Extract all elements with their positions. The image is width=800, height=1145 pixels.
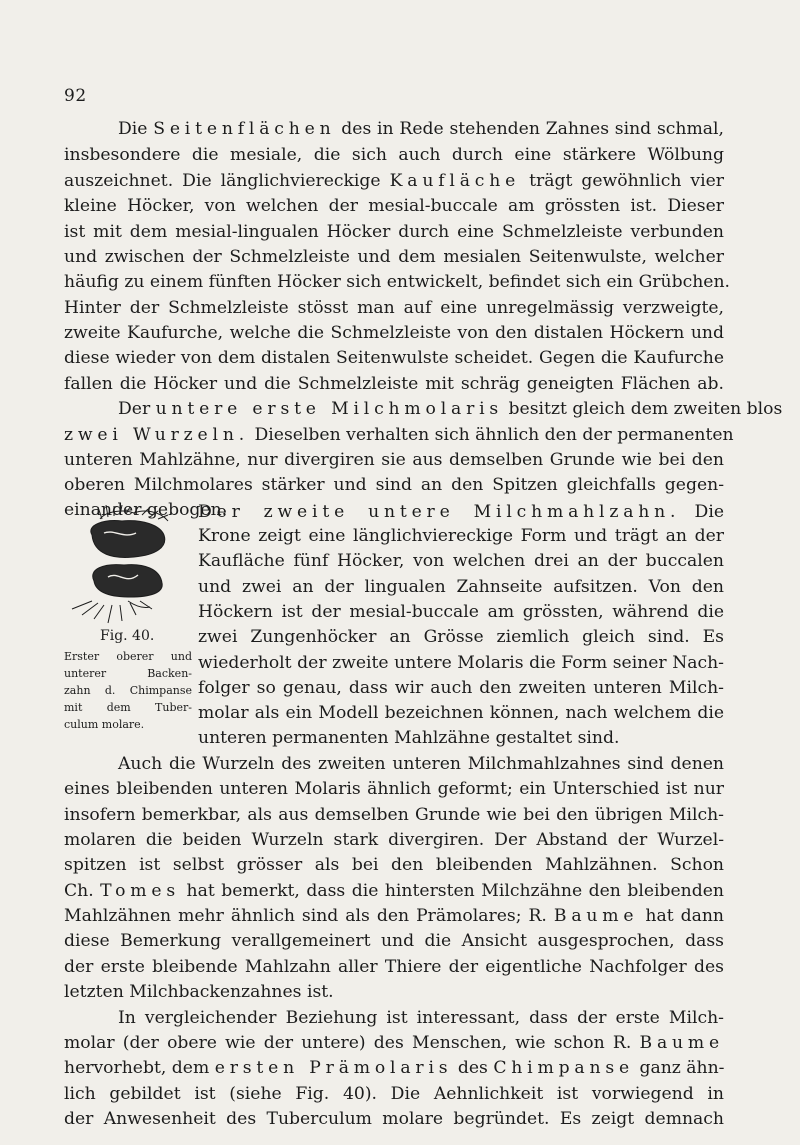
text-line: molar (der obere wie der untere) des Menschen, wie schon R. Baume	[64, 1033, 724, 1053]
text-line: insbesondere die mesiale, die sich auch durch eine stärkere Wölbung	[64, 145, 724, 165]
text-line: wiederholt der zweite untere Molaris die Form seiner Nach-	[198, 653, 724, 673]
figure-caption	[64, 648, 192, 733]
text-line: fallen die Höcker und die Schmelzleiste mit schräg geneigten Flächen ab.	[64, 374, 724, 394]
text-line: Auch die Wurzeln des zweiten unteren Milchmahlzahnes sind denen	[118, 754, 724, 774]
text-line: Mahlzähnen mehr ähnlich sind als den Prämolares; R. Baume hat dann	[64, 906, 724, 926]
text-line: und zwei an der lingualen Zahnseite aufsitzen. Von den	[198, 577, 724, 597]
text-line: hervorhebt, dem ersten Prämolaris des Chimpanse ganz ähn-	[64, 1058, 725, 1078]
text-line: ist mit dem mesial-lingualen Höcker durch eine Schmelzleiste verbunden	[64, 222, 724, 242]
text-line: lich gebildet ist (siehe Fig. 40). Die Aehnlichkeit ist vorwiegend in	[64, 1084, 724, 1104]
text-line: häufig zu einem fünften Höcker sich entwickelt, befindet sich ein Grübchen.	[64, 272, 730, 292]
text-line: Ch. Tomes hat bemerkt, dass die hintersten Milchzähne den bleibenden	[64, 881, 724, 901]
text-line: Hinter der Schmelzleiste stösst man auf eine unregelmässig verzweigte,	[64, 298, 724, 318]
upper-tooth-drawing	[91, 505, 168, 557]
figure-tooth-illustration	[64, 505, 188, 627]
lower-tooth-drawing	[72, 565, 162, 623]
text-line: Der untere erste Milchmolaris besitzt gleich dem zweiten blos	[118, 399, 783, 419]
section-heading-line: Der zweite untere Milchmahlzahn. Die	[198, 502, 725, 522]
text-line: der erste bleibende Mahlzahn aller Thiere der eigentliche Nachfolger des	[64, 957, 724, 977]
text-line: In vergleichender Beziehung ist interessant, dass der erste Milch-	[118, 1008, 724, 1028]
page-number: 92	[64, 86, 87, 106]
caption-line: mit dem Tuber-	[64, 701, 192, 714]
text-line: Krone zeigt eine länglichviereckige Form und trägt an der	[198, 526, 724, 546]
text-line: Die Seitenflächen des in Rede stehenden Zahnes sind schmal,	[118, 119, 724, 139]
text-line: Kaufläche fünf Höcker, von welchen drei an der buccalen	[198, 551, 724, 571]
text-line: spitzen ist selbst grösser als bei den bleibenden Mahlzähnen. Schon	[64, 855, 724, 875]
text-line: letzten Milchbackenzahnes ist.	[64, 982, 334, 1002]
text-line: insofern bemerkbar, als aus demselben Grunde wie bei den übrigen Milch-	[64, 805, 724, 825]
text-line: und zwischen der Schmelzleiste und dem mesialen Seitenwulste, welcher	[64, 247, 724, 267]
caption-line: Erster oberer und	[64, 650, 192, 663]
text-line: einander gebogen.	[64, 500, 228, 520]
text-line: unteren Mahlzähne, nur divergiren sie aus demselben Grunde wie bei den	[64, 450, 724, 470]
text-line: molar als ein Modell bezeichnen können, nach welchem die	[198, 703, 724, 723]
text-line: zwei Wurzeln. Dieselben verhalten sich ähnlich den der permanenten	[64, 425, 734, 445]
text-line: diese wieder von dem distalen Seitenwulste scheidet. Gegen die Kaufurche	[64, 348, 724, 368]
text-line: Höckern ist der mesial-buccale am grössten, während die	[198, 602, 724, 622]
caption-line: unterer Backen-	[64, 667, 192, 680]
caption-line: culum molare.	[64, 718, 145, 731]
text-line: diese Bemerkung verallgemeinert und die Ansicht ausgesprochen, dass	[64, 931, 724, 951]
text-line: molaren die beiden Wurzeln stark divergiren. Der Abstand der Wurzel-	[64, 830, 724, 850]
text-line: eines bleibenden unteren Molaris ähnlich geformt; ein Unterschied ist nur	[64, 779, 724, 799]
text-line: folger so genau, dass wir auch den zweiten unteren Milch-	[198, 678, 724, 698]
text-line: der Anwesenheit des Tuberculum molare begründet. Es zeigt demnach	[64, 1109, 724, 1129]
caption-line: zahn d. Chimpanse	[64, 684, 192, 697]
text-line: zwei Zungenhöcker an Grösse ziemlich gleich sind. Es	[198, 627, 724, 647]
figure-number: Fig. 40.	[100, 628, 155, 644]
text-line: unteren permanenten Mahlzähne gestaltet sind.	[198, 728, 620, 748]
text-line: kleine Höcker, von welchen der mesial-buccale am grössten ist. Dieser	[64, 196, 724, 216]
text-line: auszeichnet. Die länglichviereckige Kaufläche trägt gewöhnlich vier	[64, 171, 724, 191]
text-line: zweite Kaufurche, welche die Schmelzleiste von den distalen Höckern und	[64, 323, 724, 343]
text-line: oberen Milchmolares stärker und sind an den Spitzen gleichfalls gegen-	[64, 475, 724, 495]
